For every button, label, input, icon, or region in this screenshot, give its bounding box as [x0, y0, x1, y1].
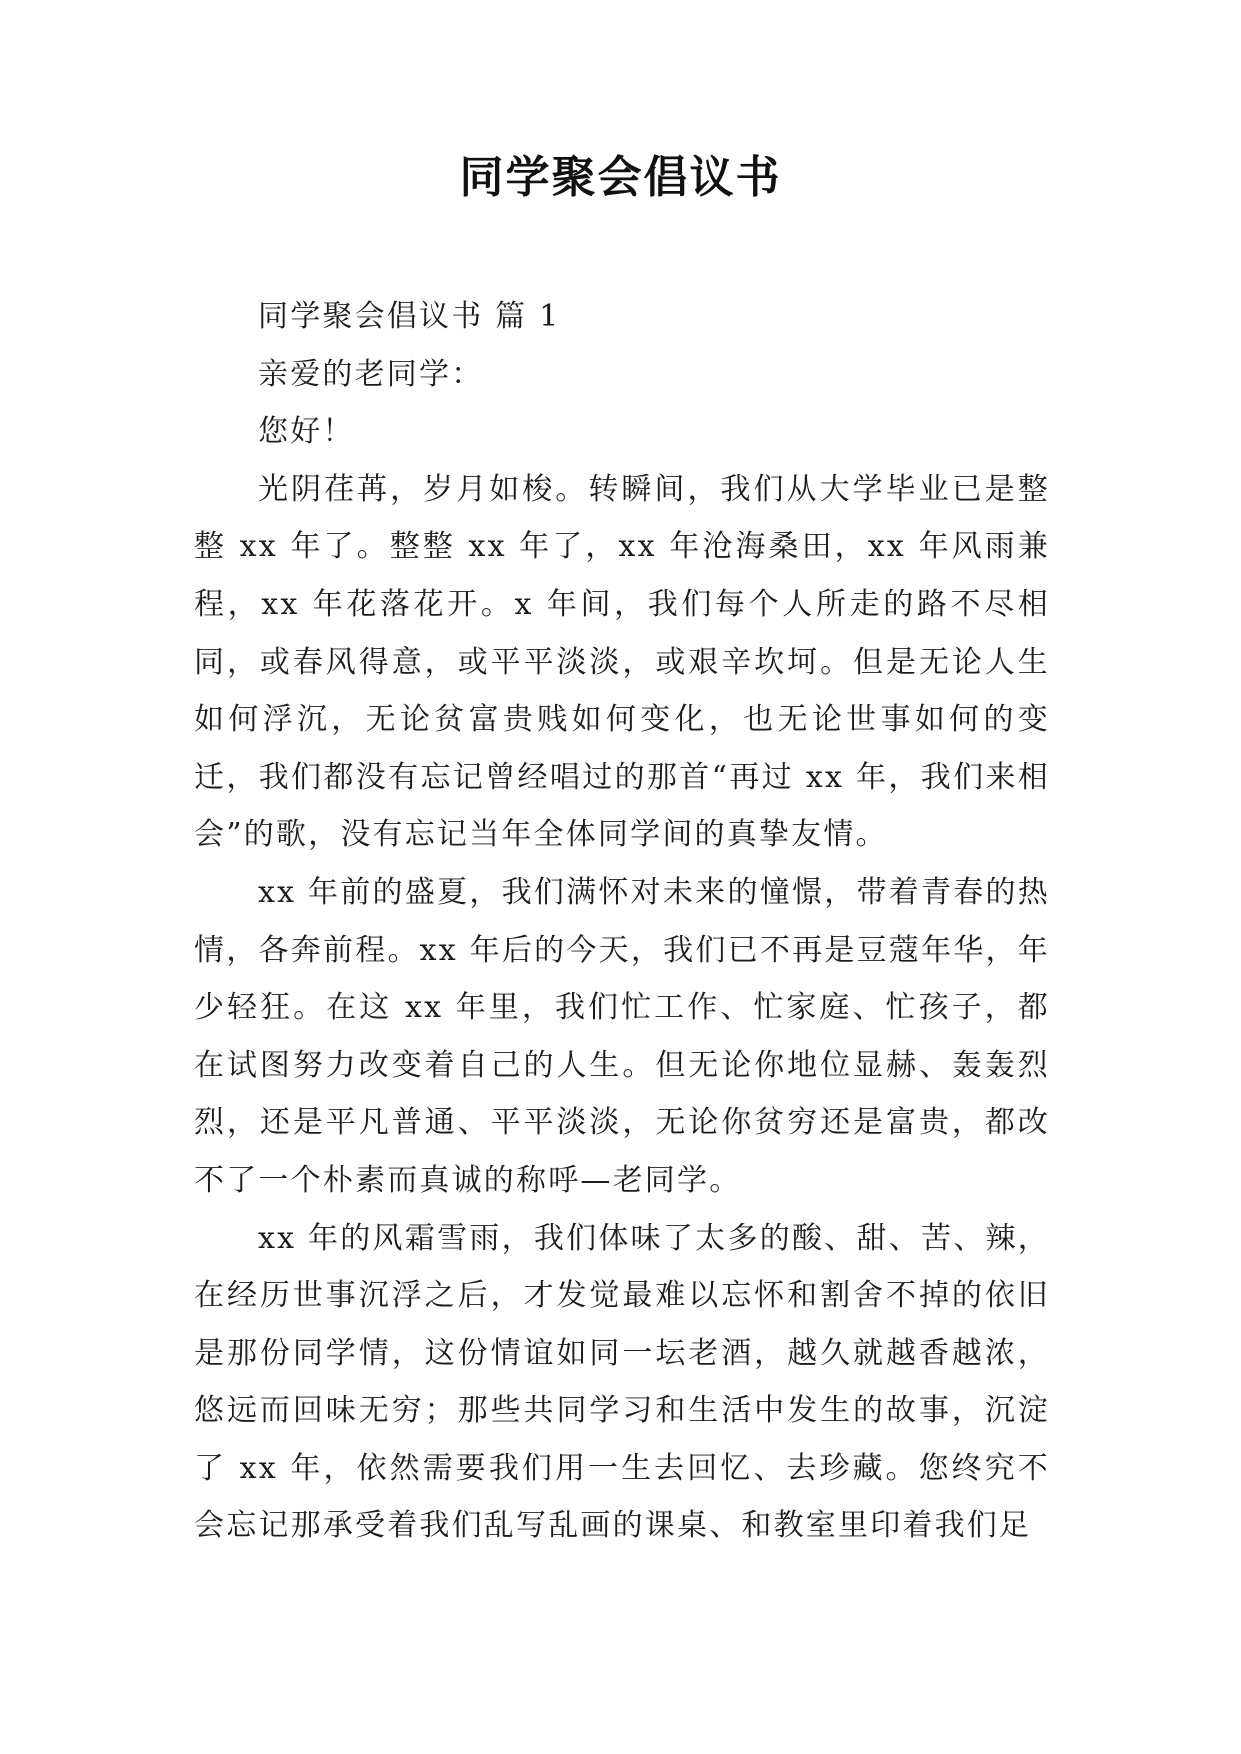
- paragraph-2: xx 年前的盛夏，我们满怀对未来的憧憬，带着青春的热情，各奔前程。xx 年后的今天，我们已不再是豆蔻年华，年少轻狂。在这 xx 年里，我们忙工作、忙家庭、忙孩子，都在试图努力改变着自己的人生。但无论你地位显赫、轰轰烈烈，还是平凡普通、平平淡淡，无论你贫穷还是富贵，都改不了一个朴素而真诚的称呼—老同学。: [194, 874, 1050, 1198]
- document-body: [194, 288, 1050, 1555]
- paragraph-1: 光阴荏苒，岁月如梭。转瞬间，我们从大学毕业已是整整 xx 年了。整整 xx 年了，xx 年沧海桑田，xx 年风雨兼程，xx 年花落花开。x 年间，我们每个人所走的路不尽相同，或春风得意，或平平淡淡，或艰辛坎坷。但是无论人生如何浮沉，无论贫富贵贱如何变化，也无论世事如何的变迁，我们都没有忘记曾经唱过的那首“再过 xx 年，我们来相会”的歌，没有忘记当年全体同学间的真挚友情。: [194, 471, 1050, 853]
- salutation: 亲爱的老同学：: [258, 356, 484, 392]
- document-title: 同学聚会倡议书: [459, 152, 782, 203]
- section-heading: 同学聚会倡议书 篇 1: [258, 299, 561, 334]
- paragraph-3: xx 年的风霜雪雨，我们体味了太多的酸、甜、苦、辣，在经历世事沉浮之后，才发觉最难以忘怀和割舍不掉的依旧是那份同学情，这份情谊如同一坛老酒，越久就越香越浓，悠远而回味无穷；那些共同学习和生活中发生的故事，沉淀了 xx 年，依然需要我们用一生去回忆、去珍藏。您终究不会忘记那承受着我们乱写乱画的课桌、和教室里印着我们足: [194, 1220, 1050, 1544]
- greeting: 您好！: [258, 414, 355, 450]
